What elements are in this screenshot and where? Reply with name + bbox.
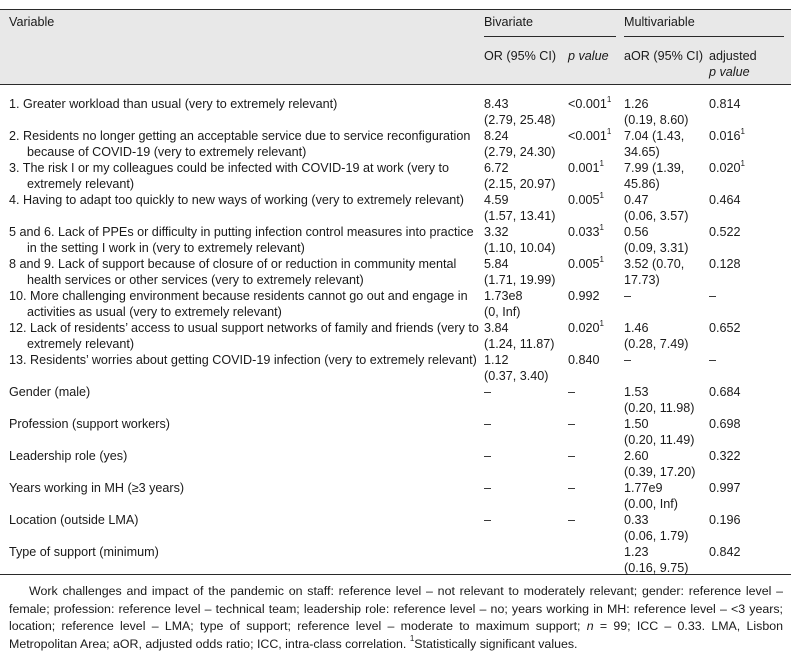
footnote-significance-mark: 1 [409,634,415,644]
header-or-ci: OR (95% CI) [484,49,557,63]
row-aor-value: 0.47 [624,193,649,207]
bivariate-underline [484,36,616,37]
row-or-value: 3.32 [484,225,509,239]
row-aor-ci: (0.00, Inf) [624,497,678,511]
row-or-value: 1.12 [484,353,509,367]
row-p-value [568,480,575,496]
row-p-text: 0.840 [568,353,600,367]
row-variable: 3. The risk I or my colleagues could be infected with COVID-19 at work (very to extremely relevant) [9,161,450,191]
row-or-ci: (0, Inf) [484,305,521,319]
row-adjusted-p-text: 0.464 [709,193,741,207]
significance-mark: 1 [599,318,604,328]
row-adjusted-p-text: 0.016 [709,129,741,143]
row-adjusted-p-value [709,256,741,272]
row-or-ci: (1.24, 11.87) [484,337,555,351]
row-variable: 2. Residents no longer getting an acceptable service due to service reconfiguration because of COVID-19 (very to extremely relevant) [9,129,471,159]
row-p-value [568,256,604,272]
row-variable: Years working in MH (≥3 years) [9,481,185,495]
row-adjusted-p-text: 0.842 [709,545,741,559]
row-adjusted-p-text: 0.522 [709,225,741,239]
row-p-text: – [568,385,576,399]
row-p-value [568,96,611,112]
footnote-n-label: n [586,619,594,633]
row-or-ci: (0.37, 3.40) [484,369,549,383]
row-p-text: – [568,513,576,527]
significance-mark: 1 [599,158,604,168]
row-aor-value: 2.60 [624,449,649,463]
row-adjusted-p-text: 0.652 [709,321,741,335]
row-aor-ci: (0.06, 1.79) [624,529,689,543]
row-or-value: 1.73e8 [484,289,523,303]
row-or-value: 3.84 [484,321,509,335]
row-aor-ci: 17.73) [624,273,660,287]
row-p-text: <0.001 [568,97,607,111]
row-p-value [568,128,611,144]
row-p-text: 0.033 [568,225,600,239]
row-aor-value: 1.46 [624,321,649,335]
row-or-value: – [484,449,492,463]
row-p-value [568,224,604,240]
row-variable: 10. More challenging environment because residents cannot go out and engage in activities as usual (very to extremely relevant) [9,289,468,319]
row-adjusted-p-value [709,544,741,560]
row-aor-ci: 45.86) [624,177,660,191]
row-aor-ci: 34.65) [624,145,660,159]
row-p-text: 0.001 [568,161,600,175]
header-p-value: p value [568,49,609,63]
row-adjusted-p-value [709,160,745,176]
row-variable: 13. Residents’ worries about getting COVID-19 infection (very to extremely relevant) [9,353,477,367]
row-or-value: 4.59 [484,193,509,207]
header-adjusted-p-value: p value [709,65,750,79]
row-variable: 5 and 6. Lack of PPEs or difficulty in putting infection control measures into practice in the setting I work in (very to extremely relevant) [9,225,474,255]
row-aor-ci: (0.20, 11.98) [624,401,695,415]
row-adjusted-p-value [709,448,741,464]
header-bivariate: Bivariate [484,15,533,29]
row-aor-value: 1.23 [624,545,649,559]
row-adjusted-p-value [709,416,741,432]
row-p-value [568,192,604,208]
row-or-ci: (1.57, 13.41) [484,209,556,223]
header-rule [0,84,791,85]
row-aor-ci: (0.19, 8.60) [624,113,689,127]
row-adjusted-p-text: 0.997 [709,481,741,495]
row-p-value [568,416,575,432]
footnote-text-2: = 99; ICC – 0.33. LMA, Lisbon Metropolitan Area; aOR, adjusted odds ratio; ICC, intra-class correlation. [9,619,783,651]
row-or-value: 8.43 [484,97,509,111]
row-p-text: 0.005 [568,257,600,271]
row-variable: 8 and 9. Lack of support because of closure of or reduction in community mental health services or other services (very to extremely relevant) [9,257,457,287]
row-or-ci: (2.79, 24.30) [484,145,556,159]
row-p-text: 0.992 [568,289,600,303]
row-or-value: 5.84 [484,257,509,271]
row-variable: Gender (male) [9,385,91,399]
row-aor-ci: (0.20, 11.49) [624,433,695,447]
row-p-value [568,160,604,176]
row-p-value [568,352,600,368]
significance-mark: 1 [606,126,612,136]
row-adjusted-p-text: 0.684 [709,385,741,399]
row-aor-value: 1.53 [624,385,649,399]
header-variable: Variable [9,15,55,29]
row-aor-value: 7.99 (1.39, [624,161,685,175]
row-p-value [568,448,575,464]
row-variable: 12. Lack of residents’ access to usual support networks of family and friends (very to extremely relevant) [9,321,479,351]
row-or-value: – [484,417,492,431]
row-adjusted-p-value [709,320,741,336]
top-rule [0,9,791,10]
row-aor-ci: (0.09, 3.31) [624,241,689,255]
row-aor-value: 1.50 [624,417,649,431]
row-adjusted-p-text: – [709,289,717,303]
row-aor-ci: (0.39, 17.20) [624,465,696,479]
row-or-ci: (2.15, 20.97) [484,177,556,191]
row-adjusted-p-text: 0.814 [709,97,741,111]
row-or-value: – [484,481,492,495]
row-variable: Profession (support workers) [9,417,170,431]
row-or-ci: (1.10, 10.04) [484,241,556,255]
row-p-text: <0.001 [568,129,607,143]
row-aor-ci: (0.28, 7.49) [624,337,689,351]
row-p-text: 0.005 [568,193,600,207]
row-aor-value: 0.33 [624,513,649,527]
row-adjusted-p-value [709,480,741,496]
row-adjusted-p-text: 0.020 [709,161,741,175]
row-aor-value: 3.52 (0.70, [624,257,685,271]
row-adjusted-p-value [709,192,741,208]
row-adjusted-p-text: 0.128 [709,257,741,271]
significance-mark: 1 [740,158,745,168]
row-aor-value: 1.26 [624,97,649,111]
row-aor-value: – [624,289,632,303]
row-p-text: – [568,481,576,495]
row-adjusted-p-text: – [709,353,717,367]
row-adjusted-p-value [709,96,741,112]
row-aor-value: – [624,353,632,367]
table-footnote [9,583,783,653]
multivariable-underline [624,36,784,37]
row-aor-ci: (0.16, 9.75) [624,561,689,575]
header-adjusted: adjusted [709,49,757,63]
row-variable: 4. Having to adapt too quickly to new ways of working (very to extremely relevant) [9,193,464,207]
row-or-value: – [484,385,492,399]
row-p-text: – [568,449,576,463]
footnote-text-3: Statistically significant values. [414,636,578,651]
row-adjusted-p-text: 0.322 [709,449,741,463]
row-adjusted-p-text: 0.196 [709,513,741,527]
row-or-value: 6.72 [484,161,509,175]
row-variable: Location (outside LMA) [9,513,139,527]
row-adjusted-p-value [709,288,716,304]
row-or-ci: (1.71, 19.99) [484,273,556,287]
significance-mark: 1 [599,222,604,232]
row-p-value [568,512,575,528]
significance-mark: 1 [606,94,612,104]
row-or-value: – [484,513,492,527]
row-p-text: 0.020 [568,321,600,335]
row-p-value [568,288,600,304]
header-aor-ci: aOR (95% CI) [624,49,704,63]
row-p-value [568,384,575,400]
row-variable: Type of support (minimum) [9,545,159,559]
significance-mark: 1 [599,254,604,264]
row-or-ci: (2.79, 25.48) [484,113,556,127]
row-adjusted-p-value [709,352,716,368]
row-variable: Leadership role (yes) [9,449,128,463]
row-adjusted-p-text: 0.698 [709,417,741,431]
header-multivariable: Multivariable [624,15,695,29]
row-or-value: 8.24 [484,129,509,143]
row-aor-value: 1.77e9 [624,481,663,495]
row-aor-ci: (0.06, 3.57) [624,209,689,223]
row-variable: 1. Greater workload than usual (very to extremely relevant) [9,97,338,111]
row-adjusted-p-value [709,512,741,528]
significance-mark: 1 [599,190,604,200]
significance-mark: 1 [740,126,745,136]
row-aor-value: 0.56 [624,225,649,239]
row-p-value [568,320,604,336]
row-adjusted-p-value [709,128,745,144]
footnote-text-1: Work challenges and impact of the pandemic on staff: reference level – not relevant to moderately relevant; gender: reference level – female; profession: reference level – technical team; leadership role: reference level – no; years working in MH: reference level – <3 years; location; reference level – LMA; type of support; reference level – moderate to maximum support; [9,584,783,633]
row-aor-value: 7.04 (1.43, [624,129,685,143]
row-adjusted-p-value [709,224,741,240]
row-p-text: – [568,417,576,431]
row-adjusted-p-value [709,384,741,400]
